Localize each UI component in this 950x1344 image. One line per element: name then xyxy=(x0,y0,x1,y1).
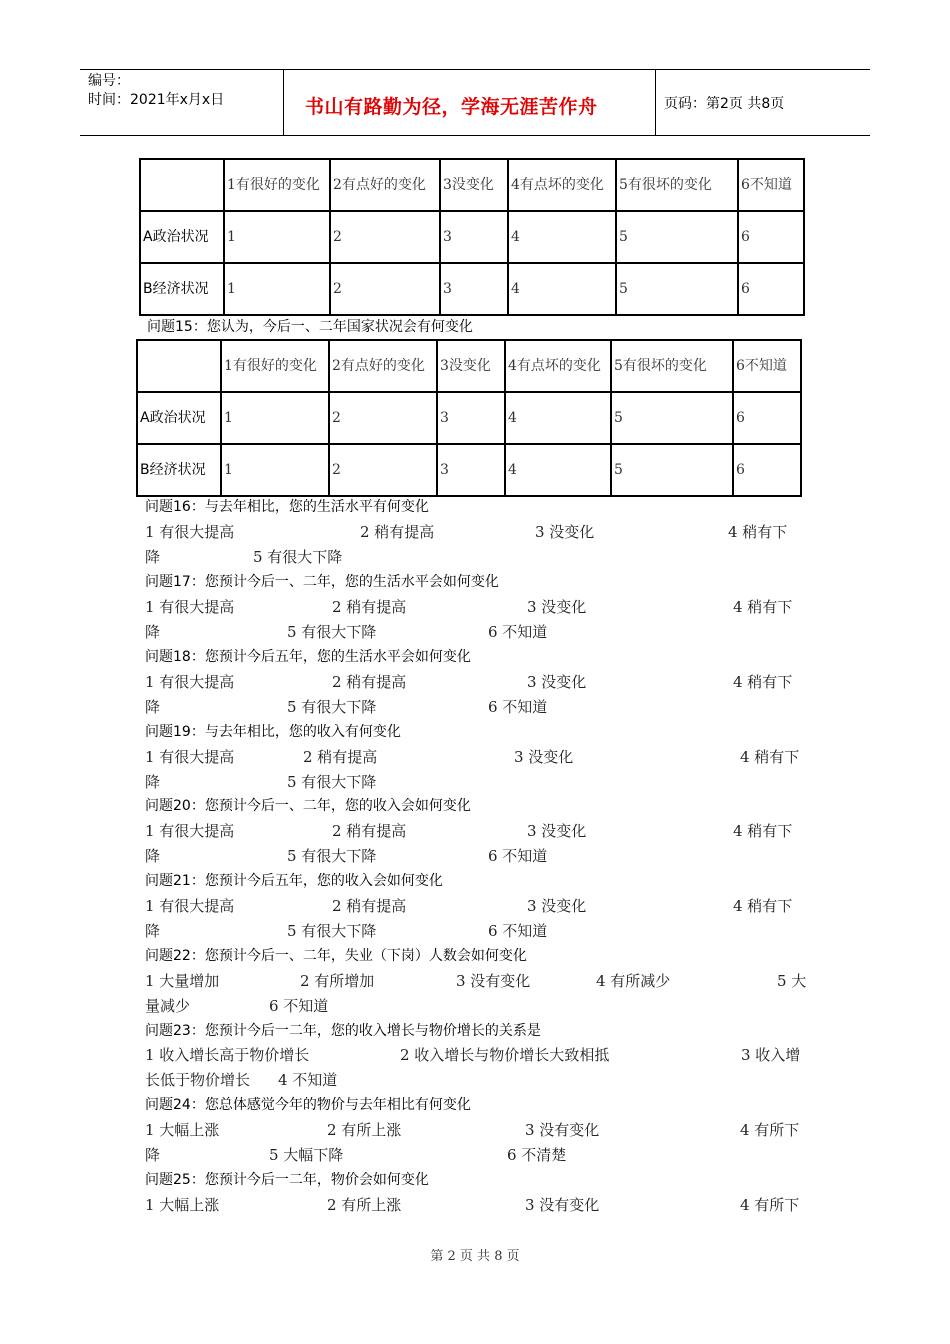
option: 4 稍有下 xyxy=(733,598,793,616)
table-header-cell: 6不知道 xyxy=(733,340,801,392)
option: 2 有所上涨 xyxy=(327,1196,402,1214)
table-cell: 6 xyxy=(738,263,804,315)
doc-time-label: 时间：2021年x月x日 xyxy=(88,92,225,108)
option: 5 有很大下降 xyxy=(287,773,377,791)
header-bottom-rule xyxy=(80,135,870,136)
option: 1 有很大提高 xyxy=(145,748,235,766)
table-header-cell: 4有点坏的变化 xyxy=(505,340,611,392)
option: 4 稍有下 xyxy=(733,822,793,840)
option: 降 xyxy=(145,548,161,566)
option: 1 有很大提高 xyxy=(145,822,235,840)
question-22: 问题22：您预计今后一、二年，失业（下岗）人数会如何变化 xyxy=(145,948,527,964)
table-cell: 2 xyxy=(329,392,437,444)
table-cell: 6 xyxy=(738,211,804,263)
option: 2 稍有提高 xyxy=(332,598,407,616)
option: 4 不知道 xyxy=(278,1071,338,1089)
option: 2 收入增长与物价增长大致相抵 xyxy=(400,1046,610,1064)
question-20: 问题20：您预计今后一、二年，您的收入会如何变化 xyxy=(145,798,471,814)
question-21: 问题21：您预计今后五年，您的收入会如何变化 xyxy=(145,873,443,889)
table-header-cell: 1有很好的变化 xyxy=(221,340,329,392)
option: 降 xyxy=(145,922,161,940)
table-cell: 3 xyxy=(437,392,505,444)
table-header-cell: 6不知道 xyxy=(738,159,804,211)
option: 降 xyxy=(145,623,161,641)
option: 4 稍有下 xyxy=(740,748,800,766)
table-cell: 1 xyxy=(224,263,330,315)
table-header-cell xyxy=(140,159,224,211)
table-cell: 5 xyxy=(611,392,733,444)
table-cell: 3 xyxy=(440,263,508,315)
option: 1 大幅上涨 xyxy=(145,1121,220,1139)
table-cell: 5 xyxy=(611,444,733,496)
table-row-label: A政治状况 xyxy=(140,211,224,263)
question-23: 问题23：您预计今后一二年，您的收入增长与物价增长的关系是 xyxy=(145,1023,541,1039)
option: 6 不知道 xyxy=(488,623,548,641)
question-16: 问题16：与去年相比，您的生活水平有何变化 xyxy=(145,499,429,515)
option: 5 有很大下降 xyxy=(253,548,343,566)
option: 3 没变化 xyxy=(527,897,587,915)
option: 4 有所减少 xyxy=(596,972,671,990)
option: 2 稍有提高 xyxy=(332,822,407,840)
option: 5 有很大下降 xyxy=(287,847,377,865)
table-header-cell: 3没变化 xyxy=(437,340,505,392)
option: 2 有所增加 xyxy=(300,972,375,990)
option: 5 大 xyxy=(777,972,807,990)
option: 1 有很大提高 xyxy=(145,673,235,691)
page-footer: 第 2 页 共 8 页 xyxy=(430,1249,520,1264)
option: 3 没有变化 xyxy=(456,972,531,990)
option: 降 xyxy=(145,847,161,865)
option: 2 稍有提高 xyxy=(332,673,407,691)
table-header-cell: 3没变化 xyxy=(440,159,508,211)
table-cell: 3 xyxy=(440,211,508,263)
option: 2 稍有提高 xyxy=(360,523,435,541)
option: 降 xyxy=(145,1146,161,1164)
table-cell: 1 xyxy=(221,392,329,444)
option: 1 收入增长高于物价增长 xyxy=(145,1046,310,1064)
option: 降 xyxy=(145,773,161,791)
table-cell: 4 xyxy=(505,444,611,496)
option: 6 不知道 xyxy=(269,997,329,1015)
header-divider xyxy=(655,69,656,135)
table-cell: 4 xyxy=(508,263,616,315)
table-header-cell: 5有很坏的变化 xyxy=(616,159,738,211)
question-24: 问题24：您总体感觉今年的物价与去年相比有何变化 xyxy=(145,1097,471,1113)
option: 2 稍有提高 xyxy=(332,897,407,915)
option: 4 稍有下 xyxy=(733,673,793,691)
table-cell: 6 xyxy=(733,444,801,496)
question-25: 问题25：您预计今后一二年，物价会如何变化 xyxy=(145,1172,429,1188)
table-cell: 5 xyxy=(616,211,738,263)
doc-code-label: 编号： xyxy=(88,73,130,89)
table-cell: 1 xyxy=(224,211,330,263)
table-header-cell: 5有很坏的变化 xyxy=(611,340,733,392)
table-cell: 1 xyxy=(221,444,329,496)
option: 1 有很大提高 xyxy=(145,523,235,541)
table-cell: 2 xyxy=(329,444,437,496)
table-cell: 5 xyxy=(616,263,738,315)
table-cell: 3 xyxy=(437,444,505,496)
table-row-label: A政治状况 xyxy=(137,392,221,444)
option: 3 没变化 xyxy=(527,673,587,691)
option: 5 有很大下降 xyxy=(287,698,377,716)
option: 5 有很大下降 xyxy=(287,922,377,940)
option: 1 大幅上涨 xyxy=(145,1196,220,1214)
survey-table-q14 xyxy=(139,158,805,316)
option: 4 稍有下 xyxy=(733,897,793,915)
option: 长低于物价增长 xyxy=(145,1071,251,1089)
table-cell: 2 xyxy=(330,211,440,263)
option: 6 不知道 xyxy=(488,922,548,940)
table-cell: 4 xyxy=(508,211,616,263)
option: 4 稍有下 xyxy=(728,523,788,541)
survey-table-q15 xyxy=(136,339,802,497)
option: 1 有很大提高 xyxy=(145,598,235,616)
page-info: 页码：第2页 共8页 xyxy=(664,96,785,112)
option: 2 有所上涨 xyxy=(327,1121,402,1139)
option: 量减少 xyxy=(145,997,191,1015)
header-top-rule xyxy=(80,69,870,70)
option: 5 大幅下降 xyxy=(269,1146,344,1164)
option: 6 不知道 xyxy=(488,847,548,865)
option: 4 有所下 xyxy=(740,1196,800,1214)
table-header-cell: 1有很好的变化 xyxy=(224,159,330,211)
option: 3 没变化 xyxy=(527,598,587,616)
table-row-label: B经济状况 xyxy=(140,263,224,315)
table-header-cell: 2有点好的变化 xyxy=(329,340,437,392)
table-header-cell: 2有点好的变化 xyxy=(330,159,440,211)
header-divider xyxy=(283,69,284,135)
option: 3 没变化 xyxy=(535,523,595,541)
option: 4 有所下 xyxy=(740,1121,800,1139)
question-15: 问题15：您认为，今后一、二年国家状况会有何变化 xyxy=(147,319,473,335)
question-18: 问题18：您预计今后五年，您的生活水平会如何变化 xyxy=(145,649,471,665)
table-cell: 6 xyxy=(733,392,801,444)
option: 1 有很大提高 xyxy=(145,897,235,915)
header-motto: 书山有路勤为径，学海无涯苦作舟 xyxy=(305,96,598,118)
option: 降 xyxy=(145,698,161,716)
table-header-cell: 4有点坏的变化 xyxy=(508,159,616,211)
option: 6 不清楚 xyxy=(507,1146,567,1164)
option: 3 没有变化 xyxy=(525,1196,600,1214)
question-17: 问题17：您预计今后一、二年，您的生活水平会如何变化 xyxy=(145,574,499,590)
table-cell: 4 xyxy=(505,392,611,444)
table-header-cell xyxy=(137,340,221,392)
question-19: 问题19：与去年相比，您的收入有何变化 xyxy=(145,724,401,740)
table-row-label: B经济状况 xyxy=(137,444,221,496)
option: 2 稍有提高 xyxy=(303,748,378,766)
option: 3 收入增 xyxy=(741,1046,801,1064)
option: 5 有很大下降 xyxy=(287,623,377,641)
option: 3 没有变化 xyxy=(525,1121,600,1139)
option: 6 不知道 xyxy=(488,698,548,716)
option: 3 没变化 xyxy=(527,822,587,840)
table-cell: 2 xyxy=(330,263,440,315)
option: 1 大量增加 xyxy=(145,972,220,990)
option: 3 没变化 xyxy=(514,748,574,766)
